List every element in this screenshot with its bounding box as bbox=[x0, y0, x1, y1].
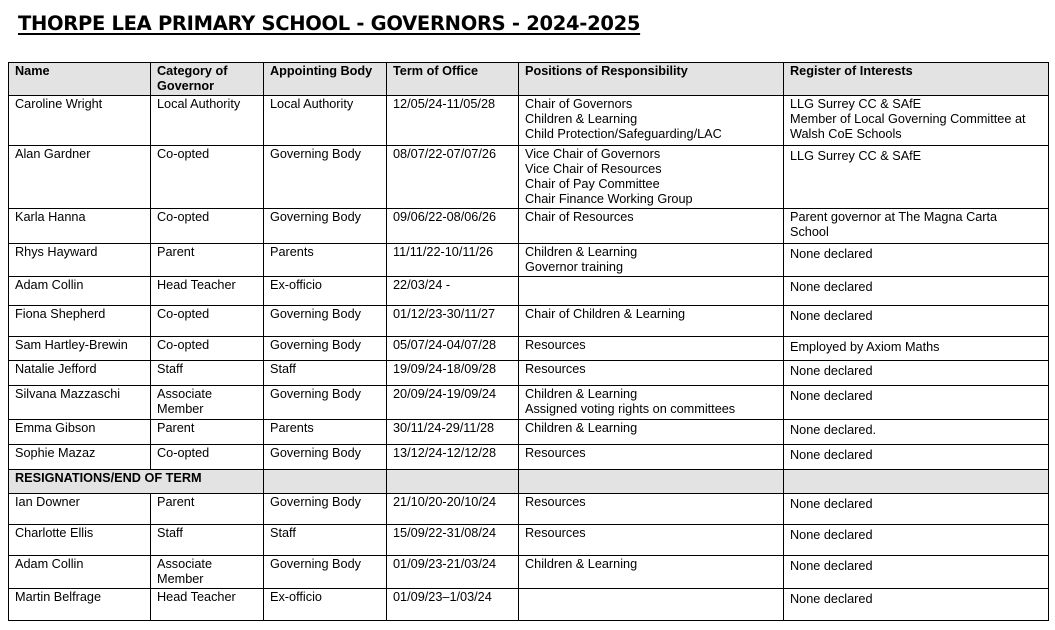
header-name: Name bbox=[9, 63, 151, 96]
governor-row bbox=[9, 209, 1049, 244]
governor-row bbox=[9, 445, 1049, 470]
category-cell bbox=[151, 244, 264, 277]
section-label: RESIGNATIONS/END OF TERM bbox=[9, 470, 264, 494]
name-cell: Silvana Mazzaschi bbox=[9, 386, 151, 420]
positions-cell bbox=[519, 361, 784, 386]
interests-cell-line: None declared bbox=[790, 389, 873, 403]
category-cell-line: Co-opted bbox=[157, 210, 210, 224]
interests-cell-line: LLG Surrey CC & SAfE bbox=[790, 97, 922, 111]
term-cell: 19/09/24-18/09/28 bbox=[387, 361, 519, 386]
category-cell bbox=[151, 386, 264, 420]
term-cell: 20/09/24-19/09/24 bbox=[387, 386, 519, 420]
term-cell: 09/06/22-08/06/26 bbox=[387, 209, 519, 244]
appointing-body-cell: Governing Body bbox=[264, 146, 387, 209]
governors-table bbox=[8, 62, 1049, 621]
appointing-body-cell: Staff bbox=[264, 525, 387, 556]
positions-cell bbox=[519, 386, 784, 420]
positions-cell-line: Resources bbox=[525, 446, 586, 460]
positions-cell bbox=[519, 445, 784, 470]
interests-cell-line: None declared bbox=[790, 497, 873, 511]
governor-row bbox=[9, 96, 1049, 146]
appointing-body-cell: Governing Body bbox=[264, 209, 387, 244]
interests-cell-line: None declared bbox=[790, 280, 873, 294]
interests-cell bbox=[784, 525, 1049, 556]
name-cell: Karla Hanna bbox=[9, 209, 151, 244]
positions-cell-line: Children & Learning bbox=[525, 421, 638, 435]
governor-row bbox=[9, 589, 1049, 621]
positions-cell-line: Vice Chair of Governors bbox=[525, 147, 661, 161]
term-cell: 22/03/24 - bbox=[387, 277, 519, 306]
term-cell: 15/09/22-31/08/24 bbox=[387, 525, 519, 556]
header-appointing-body: Appointing Body bbox=[264, 63, 387, 96]
term-cell: 12/05/24-11/05/28 bbox=[387, 96, 519, 146]
governor-row bbox=[9, 494, 1049, 525]
category-cell bbox=[151, 209, 264, 244]
term-cell: 11/11/22-10/11/26 bbox=[387, 244, 519, 277]
interests-cell-line: None declared bbox=[790, 559, 873, 573]
governor-row bbox=[9, 146, 1049, 209]
category-cell bbox=[151, 96, 264, 146]
interests-cell bbox=[784, 556, 1049, 589]
name-cell: Emma Gibson bbox=[9, 420, 151, 445]
positions-cell bbox=[519, 337, 784, 361]
appointing-body-cell: Staff bbox=[264, 361, 387, 386]
positions-cell bbox=[519, 244, 784, 277]
interests-cell bbox=[784, 494, 1049, 525]
name-cell: Natalie Jefford bbox=[9, 361, 151, 386]
section-cell bbox=[784, 470, 1049, 494]
category-cell bbox=[151, 277, 264, 306]
positions-cell-line: Children & Learning bbox=[525, 245, 638, 259]
category-cell bbox=[151, 420, 264, 445]
positions-cell bbox=[519, 277, 784, 306]
header-term: Term of Office bbox=[387, 63, 519, 96]
interests-cell-line: None declared bbox=[790, 247, 873, 261]
interests-cell bbox=[784, 420, 1049, 445]
category-cell-line: Parent bbox=[157, 495, 195, 509]
appointing-body-cell: Governing Body bbox=[264, 337, 387, 361]
section-row bbox=[9, 470, 1049, 494]
category-cell bbox=[151, 525, 264, 556]
interests-cell bbox=[784, 386, 1049, 420]
interests-cell-line: Walsh CoE Schools bbox=[790, 127, 902, 141]
interests-cell bbox=[784, 361, 1049, 386]
header-row bbox=[9, 63, 1049, 96]
positions-cell bbox=[519, 146, 784, 209]
appointing-body-cell: Governing Body bbox=[264, 306, 387, 337]
appointing-body-cell: Governing Body bbox=[264, 445, 387, 470]
term-cell: 13/12/24-12/12/28 bbox=[387, 445, 519, 470]
category-cell-line: Member bbox=[157, 402, 204, 416]
term-cell: 01/09/23-21/03/24 bbox=[387, 556, 519, 589]
interests-cell-line: Employed by Axiom Maths bbox=[790, 340, 940, 354]
category-cell-line: Staff bbox=[157, 526, 183, 540]
category-cell-line: Co-opted bbox=[157, 307, 210, 321]
positions-cell-line: Vice Chair of Resources bbox=[525, 162, 662, 176]
positions-cell bbox=[519, 96, 784, 146]
governor-row bbox=[9, 361, 1049, 386]
term-cell: 01/12/23-30/11/27 bbox=[387, 306, 519, 337]
appointing-body-cell: Ex-officio bbox=[264, 277, 387, 306]
header-category bbox=[151, 63, 264, 96]
interests-cell bbox=[784, 146, 1049, 209]
positions-cell bbox=[519, 209, 784, 244]
appointing-body-cell: Ex-officio bbox=[264, 589, 387, 621]
governor-row bbox=[9, 244, 1049, 277]
interests-cell-line: None declared bbox=[790, 448, 873, 462]
governor-row bbox=[9, 386, 1049, 420]
category-cell-line: Parent bbox=[157, 421, 195, 435]
term-cell: 21/10/20-20/10/24 bbox=[387, 494, 519, 525]
interests-cell-line: LLG Surrey CC & SAfE bbox=[790, 149, 922, 163]
positions-cell-line: Governor training bbox=[525, 260, 624, 274]
category-cell bbox=[151, 589, 264, 621]
positions-cell-line: Child Protection/Safeguarding/LAC bbox=[525, 127, 722, 141]
name-cell: Alan Gardner bbox=[9, 146, 151, 209]
positions-cell-line: Children & Learning bbox=[525, 387, 638, 401]
header-category-line: Governor bbox=[157, 79, 215, 93]
positions-cell-line: Chair Finance Working Group bbox=[525, 192, 693, 206]
interests-cell bbox=[784, 589, 1049, 621]
positions-cell-line: Children & Learning bbox=[525, 557, 638, 571]
governor-row bbox=[9, 420, 1049, 445]
header-interests: Register of Interests bbox=[784, 63, 1049, 96]
governor-row bbox=[9, 277, 1049, 306]
appointing-body-cell: Local Authority bbox=[264, 96, 387, 146]
positions-cell bbox=[519, 306, 784, 337]
category-cell bbox=[151, 146, 264, 209]
section-cell bbox=[519, 470, 784, 494]
interests-cell bbox=[784, 96, 1049, 146]
positions-cell-line: Resources bbox=[525, 362, 586, 376]
category-cell bbox=[151, 556, 264, 589]
category-cell-line: Co-opted bbox=[157, 338, 210, 352]
positions-cell-line: Resources bbox=[525, 338, 586, 352]
positions-cell-line: Chair of Resources bbox=[525, 210, 634, 224]
name-cell: Fiona Shepherd bbox=[9, 306, 151, 337]
positions-cell-line: Chair of Children & Learning bbox=[525, 307, 686, 321]
interests-cell-line: None declared bbox=[790, 528, 873, 542]
category-cell bbox=[151, 445, 264, 470]
term-cell: 05/07/24-04/07/28 bbox=[387, 337, 519, 361]
category-cell-line: Local Authority bbox=[157, 97, 241, 111]
section-cell bbox=[264, 470, 387, 494]
category-cell-line: Parent bbox=[157, 245, 195, 259]
positions-cell-line: Chair of Governors bbox=[525, 97, 633, 111]
header-positions: Positions of Responsibility bbox=[519, 63, 784, 96]
appointing-body-cell: Governing Body bbox=[264, 494, 387, 525]
positions-cell-line: Assigned voting rights on committees bbox=[525, 402, 736, 416]
name-cell: Ian Downer bbox=[9, 494, 151, 525]
governor-row bbox=[9, 525, 1049, 556]
positions-cell bbox=[519, 589, 784, 621]
interests-cell-line: None declared bbox=[790, 592, 873, 606]
category-cell-line: Member bbox=[157, 572, 204, 586]
interests-cell bbox=[784, 209, 1049, 244]
positions-cell-line: Children & Learning bbox=[525, 112, 638, 126]
interests-cell bbox=[784, 277, 1049, 306]
header-category-line: Category of bbox=[157, 64, 228, 78]
section-cell bbox=[387, 470, 519, 494]
positions-cell-line: Resources bbox=[525, 526, 586, 540]
category-cell bbox=[151, 337, 264, 361]
category-cell bbox=[151, 494, 264, 525]
interests-cell-line: School bbox=[790, 225, 829, 239]
category-cell-line: Associate bbox=[157, 557, 213, 571]
governor-row bbox=[9, 306, 1049, 337]
interests-cell bbox=[784, 445, 1049, 470]
term-cell: 08/07/22-07/07/26 bbox=[387, 146, 519, 209]
term-cell: 01/09/23–1/03/24 bbox=[387, 589, 519, 621]
positions-cell-line: Resources bbox=[525, 495, 586, 509]
appointing-body-cell: Parents bbox=[264, 244, 387, 277]
page-title: THORPE LEA PRIMARY SCHOOL - GOVERNORS - 2024-2025 bbox=[18, 12, 641, 35]
category-cell-line: Head Teacher bbox=[157, 278, 236, 292]
name-cell: Rhys Hayward bbox=[9, 244, 151, 277]
interests-cell bbox=[784, 337, 1049, 361]
term-cell: 30/11/24-29/11/28 bbox=[387, 420, 519, 445]
name-cell: Adam Collin bbox=[9, 277, 151, 306]
governor-row bbox=[9, 556, 1049, 589]
category-cell-line: Staff bbox=[157, 362, 183, 376]
category-cell-line: Associate bbox=[157, 387, 213, 401]
appointing-body-cell: Governing Body bbox=[264, 556, 387, 589]
name-cell: Caroline Wright bbox=[9, 96, 151, 146]
appointing-body-cell: Parents bbox=[264, 420, 387, 445]
appointing-body-cell: Governing Body bbox=[264, 386, 387, 420]
category-cell-line: Co-opted bbox=[157, 147, 210, 161]
interests-cell-line: None declared. bbox=[790, 423, 877, 437]
category-cell bbox=[151, 306, 264, 337]
positions-cell bbox=[519, 556, 784, 589]
name-cell: Martin Belfrage bbox=[9, 589, 151, 621]
interests-cell-line: Parent governor at The Magna Carta bbox=[790, 210, 998, 224]
name-cell: Adam Collin bbox=[9, 556, 151, 589]
interests-cell-line: None declared bbox=[790, 309, 873, 323]
name-cell: Sophie Mazaz bbox=[9, 445, 151, 470]
interests-cell-line: Member of Local Governing Committee at bbox=[790, 112, 1026, 126]
interests-cell bbox=[784, 244, 1049, 277]
interests-cell-line: None declared bbox=[790, 364, 873, 378]
name-cell: Charlotte Ellis bbox=[9, 525, 151, 556]
positions-cell bbox=[519, 494, 784, 525]
name-cell: Sam Hartley-Brewin bbox=[9, 337, 151, 361]
category-cell-line: Co-opted bbox=[157, 446, 210, 460]
positions-cell-line: Chair of Pay Committee bbox=[525, 177, 660, 191]
category-cell-line: Head Teacher bbox=[157, 590, 236, 604]
positions-cell bbox=[519, 525, 784, 556]
governor-row bbox=[9, 337, 1049, 361]
positions-cell bbox=[519, 420, 784, 445]
interests-cell bbox=[784, 306, 1049, 337]
category-cell bbox=[151, 361, 264, 386]
